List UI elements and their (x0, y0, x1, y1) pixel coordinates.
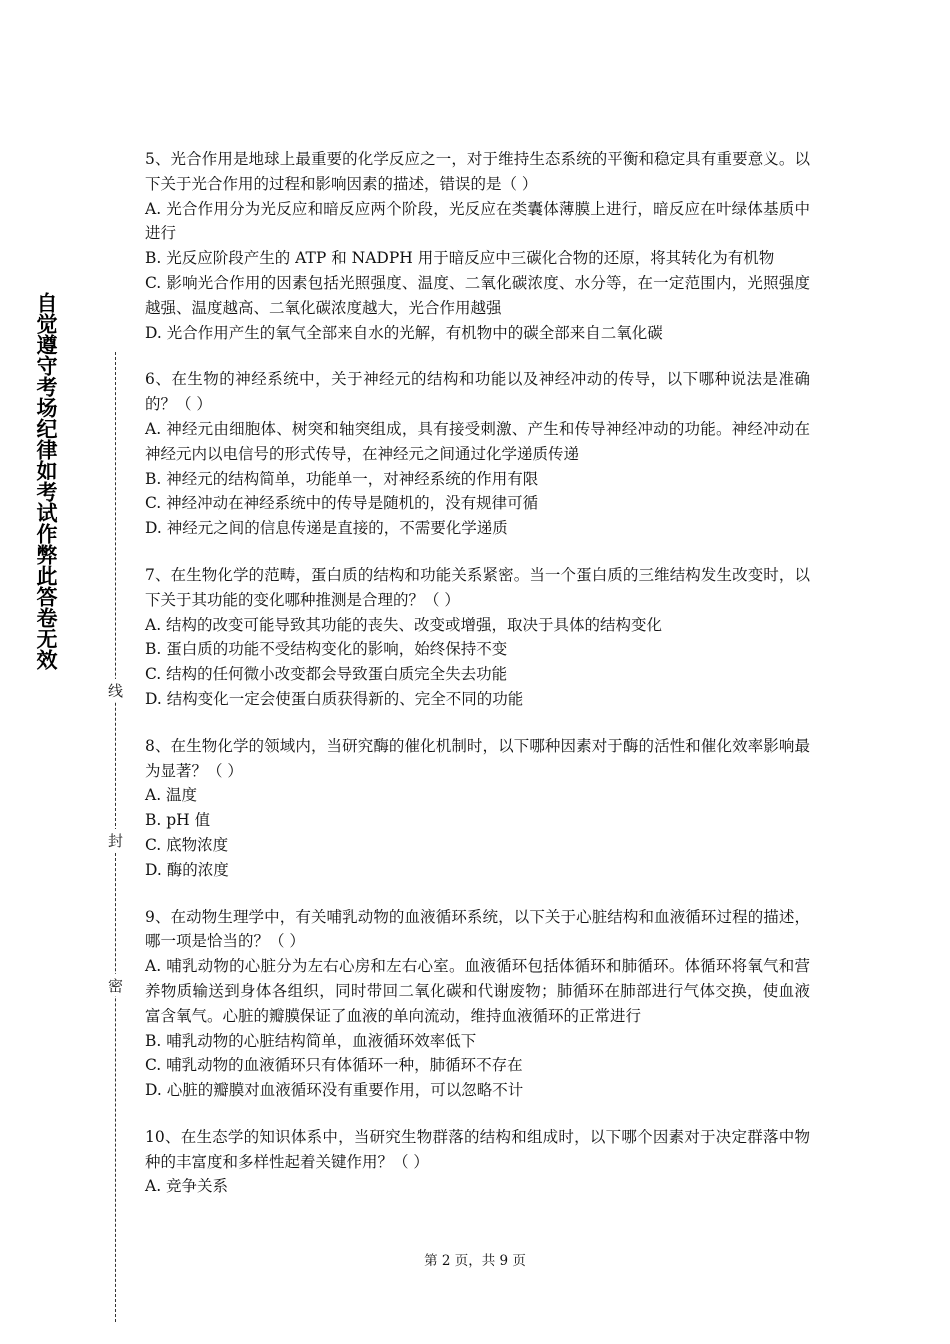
option-a: A. 竞争关系 (145, 1177, 229, 1196)
exam-discipline-notice: 自觉遵守考场纪律如考试作弊此答卷无效 (34, 292, 58, 670)
question-6 (145, 367, 810, 541)
option-b: B. 哺乳动物的心脏结构简单，血液循环效率低下 (145, 1031, 477, 1050)
option-b: B. 光反应阶段产生的 ATP 和 NADPH 用于暗反应中三碳化合物的还原，将其转化为有机物 (145, 249, 775, 268)
question-stem: 8、在生物化学的领域内，当研究酶的催化机制时，以下哪种因素对于酶的活性和催化效率影响最为显著？（ ） (145, 736, 810, 780)
option-d: D. 神经元之间的信息传递是直接的，不需要化学递质 (145, 519, 508, 538)
binding-mark-seal: 封 (106, 829, 126, 851)
option-b: B. 蛋白质的功能不受结构变化的影响，始终保持不变 (145, 640, 508, 659)
question-8 (145, 734, 810, 883)
question-stem: 9、在动物生理学中，有关哺乳动物的血液循环系统，以下关于心脏结构和血液循环过程的描述，哪一项是恰当的？（ ） (145, 907, 810, 951)
option-a: A. 温度 (145, 786, 198, 805)
option-a: A. 光合作用分为光反应和暗反应两个阶段，光反应在类囊体薄膜上进行，暗反应在叶绿体基质中进行 (145, 199, 810, 243)
question-stem: 7、在生物化学的范畴，蛋白质的结构和功能关系紧密。当一个蛋白质的三维结构发生改变时，以下关于其功能的变化哪种推测是合理的？（ ） (145, 565, 810, 609)
option-c: C. 哺乳动物的血液循环只有体循环一种，肺循环不存在 (145, 1056, 523, 1075)
binding-mark-secret: 密 (106, 974, 126, 996)
option-d: D. 心脏的瓣膜对血液循环没有重要作用，可以忽略不计 (145, 1081, 524, 1100)
question-5 (145, 147, 810, 345)
option-b: B. 神经元的结构简单，功能单一，对神经系统的作用有限 (145, 469, 539, 488)
question-list (145, 147, 810, 1221)
question-7 (145, 563, 810, 712)
page-number-footer: 第 2 页，共 9 页 (424, 1253, 526, 1269)
question-stem: 6、在生物的神经系统中，关于神经元的结构和功能以及神经冲动的传导，以下哪种说法是准确的？（ ） (145, 370, 810, 414)
option-a: A. 神经元由细胞体、树突和轴突组成，具有接受刺激、产生和传导神经冲动的功能。神经冲动在神经元内以电信号的形式传导，在神经元之间通过化学递质传递 (145, 419, 810, 463)
option-d: D. 酶的浓度 (145, 860, 229, 879)
option-a: A. 哺乳动物的心脏分为左右心房和左右心室。血液循环包括体循环和肺循环。体循环将氧气和营养物质输送到身体各组织，同时带回二氧化碳和代谢废物；肺循环在肺部进行气体交换，使血液富含氧气。心脏的瓣膜保证了血液的单向流动，维持血液循环的正常进行 (145, 957, 810, 1025)
option-b: B. pH 值 (145, 811, 211, 830)
option-c: C. 结构的任何微小改变都会导致蛋白质完全失去功能 (145, 665, 508, 684)
option-c: C. 影响光合作用的因素包括光照强度、温度、二氧化碳浓度、水分等，在一定范围内，光照强度越强、温度越高、二氧化碳浓度越大，光合作用越强 (145, 273, 810, 317)
question-10 (145, 1125, 810, 1199)
option-d: D. 结构变化一定会使蛋白质获得新的、完全不同的功能 (145, 689, 524, 708)
option-d: D. 光合作用产生的氧气全部来自水的光解，有机物中的碳全部来自二氧化碳 (145, 323, 663, 342)
option-c: C. 神经冲动在神经系统中的传导是随机的，没有规律可循 (145, 494, 539, 513)
question-stem: 10、在生态学的知识体系中，当研究生物群落的结构和组成时，以下哪个因素对于决定群落中物种的丰富度和多样性起着关键作用？（ ） (145, 1127, 810, 1171)
question-stem: 5、光合作用是地球上最重要的化学反应之一，对于维持生态系统的平衡和稳定具有重要意义。以下关于光合作用的过程和影响因素的描述，错误的是（ ） (145, 150, 810, 193)
binding-mark-line: 线 (106, 679, 126, 701)
option-a: A. 结构的改变可能导致其功能的丧失、改变或增强，取决于具体的结构变化 (145, 615, 663, 634)
question-9 (145, 905, 810, 1103)
option-c: C. 底物浓度 (145, 835, 229, 854)
